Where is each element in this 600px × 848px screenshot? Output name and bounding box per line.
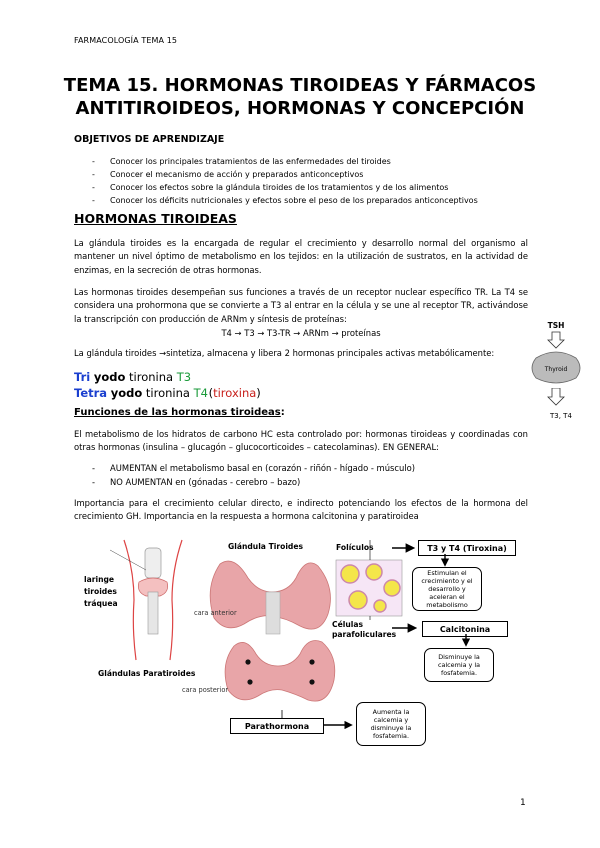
box-parathormona: Parathormona bbox=[230, 718, 324, 734]
functions-list bbox=[92, 461, 415, 489]
t4-prefix: Tetra bbox=[74, 386, 108, 400]
follicle-icon bbox=[374, 600, 386, 612]
page-number: 1 bbox=[520, 798, 526, 808]
t3-rest: tironina bbox=[129, 370, 174, 384]
parathyroid-gland-icon bbox=[247, 679, 252, 684]
arrow-down-icon bbox=[548, 332, 564, 348]
objectives-list bbox=[92, 155, 478, 207]
label-foliculos: Folículos bbox=[336, 543, 374, 552]
box-t3-t4-tiroxina: T3 y T4 (Tiroxina) bbox=[418, 540, 516, 556]
functions-heading-text: Funciones de las hormonas tiroideas bbox=[74, 407, 281, 418]
tsh-down-arrow bbox=[545, 388, 569, 412]
section-title: HORMONAS TIROIDEAS bbox=[74, 211, 237, 226]
t4-alt: tiroxina bbox=[213, 386, 257, 400]
label-tiroides: tiroides bbox=[84, 587, 117, 596]
t3-code: T3 bbox=[176, 370, 192, 384]
box-disminuye: Disminuye la calcemia y la fosfatemia. bbox=[424, 648, 494, 682]
paragraph-hormones: La glándula tiroides →sintetiza, almacena y libera 2 hormonas principales activas metabólicamente: bbox=[74, 348, 495, 358]
paragraph-growth: Importancia para el crecimiento celular directo, e indirecto potenciando los efectos de la hormona del crecimiento GH. Importancia en la respuesta a hormona calcitonina y paratiroidea bbox=[74, 498, 528, 522]
title-line-2: ANTITIROIDEOS, HORMONAS Y CONCEPCIÓN bbox=[75, 98, 525, 119]
paragraph-intro: La glándula tiroides es la encargada de regular el crecimiento y desarrollo normal del organismo al mantener un nivel óptimo de metabolismo en los tejidos: en la utilización de sustratos, en la actividad de enzimas, en la secreción de otras hormonas. bbox=[74, 238, 528, 275]
t4-rest: tironina bbox=[145, 386, 190, 400]
label-cara-posterior: cara posterior bbox=[182, 686, 229, 694]
page-title bbox=[60, 74, 540, 120]
follicle-icon bbox=[384, 580, 400, 596]
label-traquea: tráquea bbox=[84, 599, 118, 608]
function-item: - AUMENTAN el metabolismo basal en (corazón - riñón - hígado - músculo) bbox=[92, 461, 415, 475]
t3t4-output-label: T3, T4 bbox=[550, 412, 572, 420]
objective-item: - Conocer los principales tratamientos de las enfermedades del tiroides bbox=[92, 155, 478, 168]
objectives-heading: OBJETIVOS DE APRENDIZAJE bbox=[74, 134, 225, 145]
pathway-formula: T4 → T3 → T3-TR → ARNm → proteínas bbox=[221, 328, 381, 338]
label-laringe: laringe bbox=[84, 575, 115, 584]
t3-prefix: Tri bbox=[74, 370, 91, 384]
label-celulas: Células bbox=[332, 620, 363, 629]
function-item: - NO AUMENTAN en (gónadas - cerebro – bazo) bbox=[92, 475, 415, 489]
t4-code: T4 bbox=[193, 386, 208, 400]
t4-open-paren: ( bbox=[208, 386, 214, 400]
tsh-label: TSH bbox=[547, 321, 565, 330]
follicle-icon bbox=[366, 564, 382, 580]
thyroid-figure bbox=[74, 530, 534, 750]
title-line-1: TEMA 15. HORMONAS TIROIDEAS Y FÁRMACOS bbox=[63, 75, 537, 96]
thyroid-posterior-shape bbox=[225, 641, 335, 702]
follicle-icon bbox=[341, 565, 359, 583]
label-parafoliculares: parafoliculares bbox=[332, 630, 397, 639]
arrow-down-icon bbox=[548, 388, 564, 405]
trachea-behind-shape bbox=[266, 592, 280, 634]
label-cara-anterior: cara anterior bbox=[194, 609, 237, 617]
box-aumenta: Aumenta la calcemia y disminuye la fosfatemia. bbox=[356, 702, 426, 746]
box-estimulan: Estimulan el crecimiento y el desarrollo y aceleran el metabolismo bbox=[412, 567, 482, 611]
functions-heading-colon: : bbox=[280, 407, 285, 418]
parathyroid-gland-icon bbox=[309, 679, 314, 684]
objective-item: - Conocer los déficits nutricionales y efectos sobre el peso de los preparados anticonceptivos bbox=[92, 194, 478, 207]
t4-mid: yodo bbox=[110, 386, 143, 400]
hormone-t3 bbox=[74, 369, 191, 385]
hormone-t4 bbox=[74, 385, 261, 401]
follicle-icon bbox=[349, 591, 367, 609]
label-glandula-tiroides: Glándula Tiroides bbox=[228, 542, 304, 551]
parathyroid-gland-icon bbox=[245, 659, 250, 664]
objective-item: - Conocer los efectos sobre la glándula tiroides de los tratamientos y de los alimentos bbox=[92, 181, 478, 194]
running-header: FARMACOLOGÍA TEMA 15 bbox=[74, 36, 178, 45]
objective-item: - Conocer el mecanismo de acción y preparados anticonceptivos bbox=[92, 168, 478, 181]
t4-close-paren: ) bbox=[256, 386, 261, 400]
paragraph-metabolism: El metabolismo de los hidratos de carbono HC esta controlado por: hormonas tiroideas y coordinadas con otras hormonas (insulina – glucagón – glucocorticoides – catecolaminas). EN GENERAL: bbox=[74, 429, 528, 453]
larynx-shape bbox=[145, 548, 161, 578]
paragraph-receptor: Las hormonas tiroides desempeñan sus funciones a través de un receptor nuclear específico TR. La T4 se considera una prohormona que se convierte a T3 al entrar en la célula y se une al receptor TR, activándose la transcripción con producción de ARNm y síntesis de proteínas: bbox=[74, 287, 528, 324]
trachea-shape bbox=[148, 592, 158, 634]
figure-drawing bbox=[74, 530, 534, 750]
t3-mid: yodo bbox=[93, 370, 126, 384]
box-calcitonina: Calcitonina bbox=[422, 621, 508, 637]
label-glandulas-paratiroides: Glándulas Paratiroides bbox=[98, 669, 196, 678]
functions-heading bbox=[74, 407, 285, 418]
parathyroid-gland-icon bbox=[309, 659, 314, 664]
thyroid-label: Thyroid bbox=[544, 366, 568, 373]
